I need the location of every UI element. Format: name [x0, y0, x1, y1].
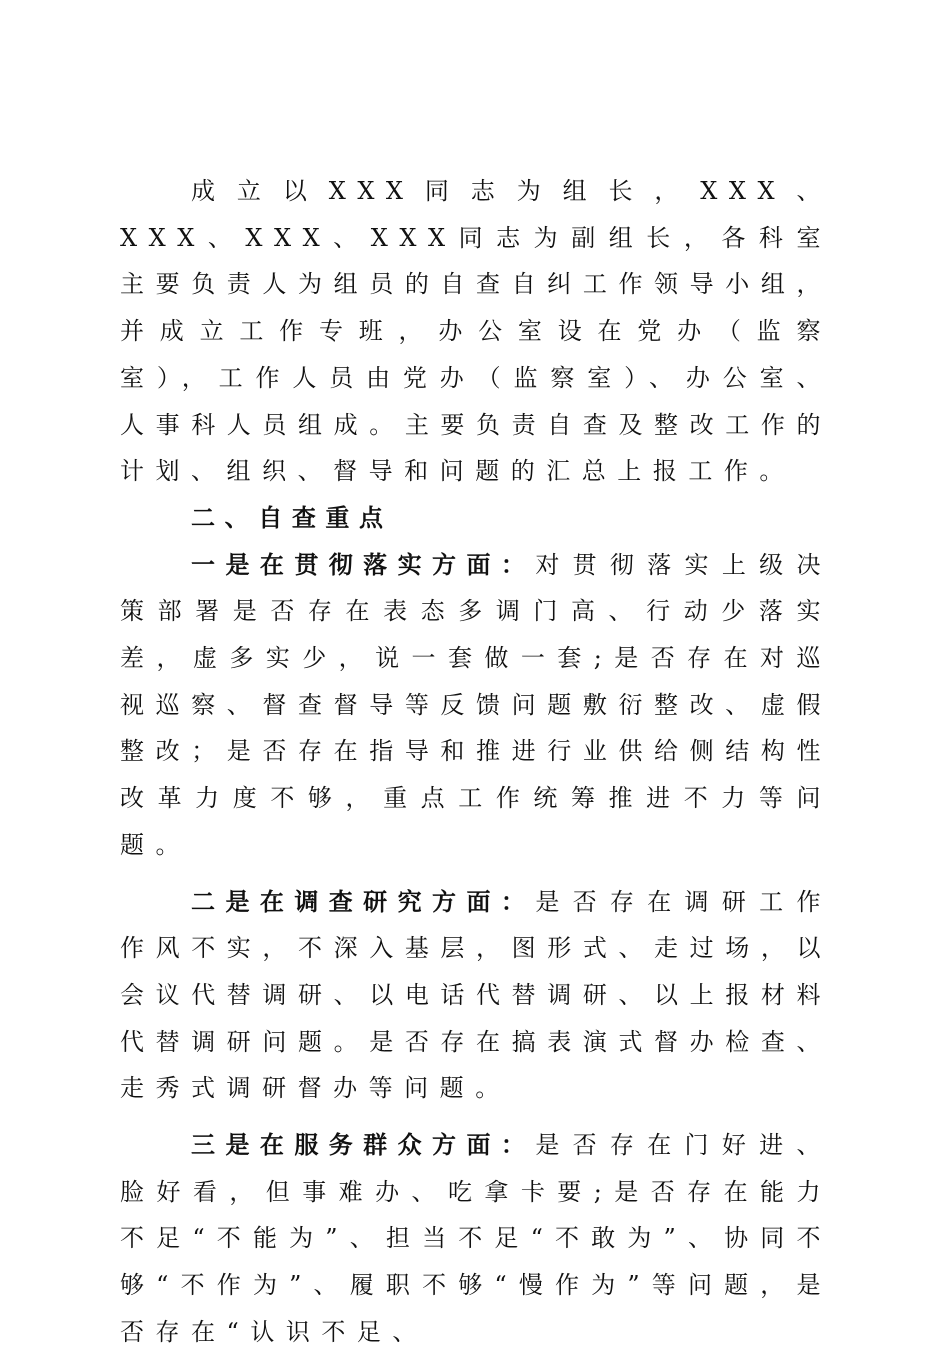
item-research-body: 是否存在调研工作作风不实，不深入基层，图形式、走过场，以会议代替调研、以电话代替调研、以上报材料代替调研问题。是否存在搞表演式督办检查、走秀式调研督办等问题。	[120, 887, 832, 1103]
item-service	[120, 1122, 832, 1356]
item-implementation-lead: 一是在贯彻落实方面：	[191, 550, 536, 579]
item-research-lead: 二是在调查研究方面：	[191, 887, 536, 916]
paragraph-gap	[120, 1112, 832, 1122]
paragraph-leadership-group: 成立以XXX同志为组长，XXX、XXX、XXX、XXX同志为副组长，各科室主要负责人为组员的自查自纠工作领导小组，并成立工作专班，办公室设在党办（监察室），工作人员由党办（监察室）、办公室、人事科人员组成。主要负责自查及整改工作的计划、组织、督导和问题的汇总上报工作。	[120, 177, 832, 486]
item-service-lead: 三是在服务群众方面：	[191, 1131, 536, 1160]
item-implementation-body: 对贯彻落实上级决策部署是否存在表态多调门高、行动少落实差，虚多实少，说一套做一套;是否存在对巡视巡察、督查督导等反馈问题敷衍整改、虚假整改；是否存在指导和推进行业供给侧结构性改革力度不够，重点工作统筹推进不力等问题。	[120, 550, 832, 859]
item-implementation	[120, 542, 832, 869]
item-research	[120, 879, 832, 1113]
document-body	[120, 168, 832, 1356]
paragraph-gap	[120, 869, 832, 879]
section-heading: 二、自查重点	[191, 503, 393, 532]
item-service-body: 是否存在门好进、脸好看，但事难办、吃拿卡要;是否存在能力不足“不能为”、担当不足“不敢为”、协同不够“不作为”、履职不够“慢作为”等问题，是否存在“认识不足、	[120, 1131, 832, 1346]
